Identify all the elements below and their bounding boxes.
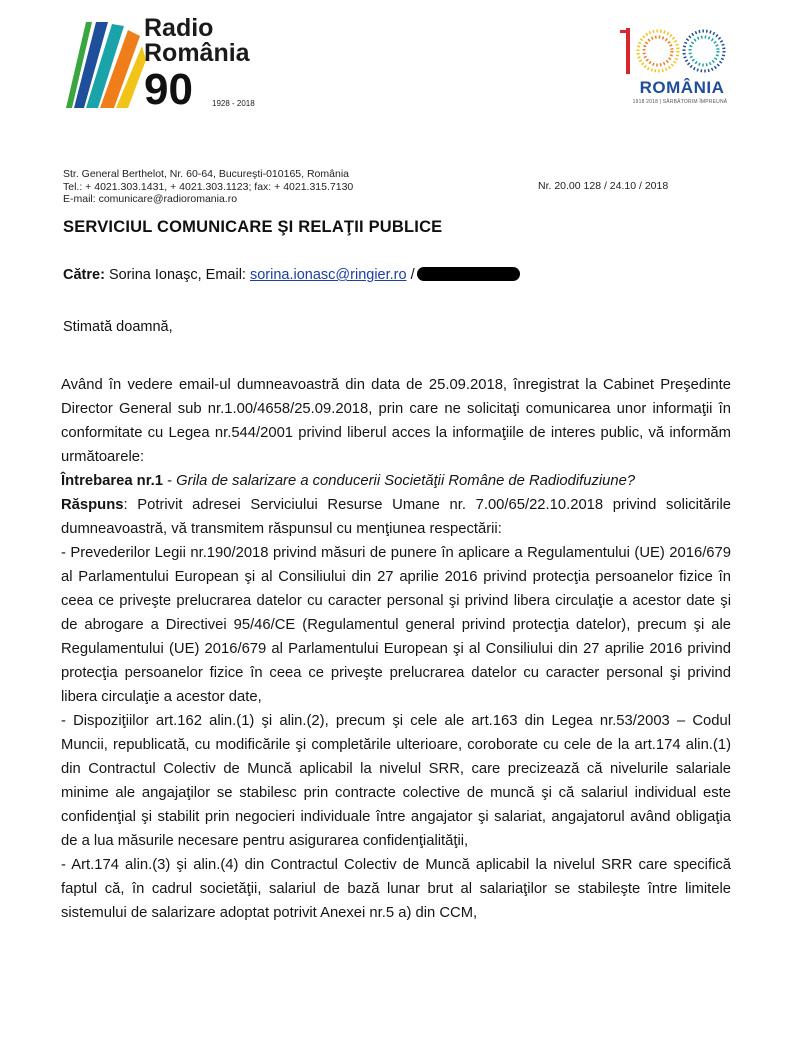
radio-romania-logo [62, 14, 262, 114]
question-label: Întrebarea nr.1 [61, 473, 163, 489]
list-item: - Art.174 alin.(3) şi alin.(4) din Contractul Colectiv de Muncă aplicabil la nivelul SRR care specifică faptul că, în cadrul societăţii, salariul de bază lunar brut al salariaţilor se stabileşte între limitele sistemului de salarizare adoptat potrivit Anexei nr.5 a) din CCM, [61, 857, 731, 921]
list-item: - Dispoziţiilor art.162 alin.(1) şi alin.(2), precum şi cele ale art.163 din Legea nr.53/2003 – Codul Muncii, republicată, cu modificările şi completările ulterioare, coroborate cu cele de la art.174 alin.(1) din Contractul Colectiv de Muncă aplicabil la nivelul SRR, care precizează că nivelurile salariale minime ale angajaţilor se stabilesc prin contracte colective de muncă şi că salariul individual este confidenţial şi stabilit prin negocieri individuale între angajator şi salariat, angajatorul având obligaţia de a lua măsurile necesare pentru asigurarea confidenţialităţii, [61, 713, 731, 849]
service-title: SERVICIUL COMUNICARE ŞI RELAŢII PUBLICE [63, 218, 443, 236]
redaction-mark [417, 267, 520, 281]
letter-body [61, 373, 731, 925]
answer-text: : Potrivit adresei Serviciului Resurse Umane nr. 7.00/65/22.10.2018 privind solicitările dumneavoastră, vă transmitem răspunsul cu menţiunea respectării: [61, 497, 731, 537]
centenary-tagline: 1918 2018 | SĂRBĂTORIM ÎMPREUNĂ [632, 99, 728, 105]
address-block [63, 168, 353, 206]
salutation: Stimată doamnă, [63, 319, 173, 335]
recipient-line [63, 267, 520, 283]
answer-paragraph [61, 493, 731, 541]
centenary-word: ROMÂNIA [639, 78, 725, 97]
centenary-100-icon [612, 20, 747, 80]
radio-logo-name [144, 16, 250, 66]
radio-logo-line1: Radio [144, 14, 214, 42]
email-line: E-mail: comunicare@radioromania.ro [63, 193, 238, 205]
answer-label: Răspuns [61, 497, 124, 513]
recipient-separator: / [410, 267, 415, 283]
recipient-email-link[interactable]: sorina.ionasc@ringier.ro [249, 267, 407, 283]
question-dash: - [162, 473, 177, 489]
recipient-name: Sorina Ionaşc, Email: [108, 267, 246, 283]
radio-logo-number: 90 [144, 65, 193, 114]
radio-logo-line2: România [144, 39, 250, 67]
intro-paragraph: Având în vedere email-ul dumneavoastră din data de 25.09.2018, înregistrat la Cabinet Preşedinte Director General sub nr.1.00/4658/25.09.2018, prin care ne solicitaţi comunicarea unor informaţii în conformitate cu Legea nr.544/2001 privind liberul acces la informaţiile de interes public, vă informăm următoarele: [61, 377, 731, 465]
question-text: Grila de salarizare a conducerii Societăţii Române de Radiodifuziune? [176, 473, 636, 489]
phone-line: Tel.: + 4021.303.1431, + 4021.303.1123; fax: + 4021.315.7130 [63, 180, 354, 193]
address-line: Str. General Berthelot, Nr. 60-64, Bucureşti-010165, România [63, 168, 349, 180]
list-item: - Prevederilor Legii nr.190/2018 privind măsuri de punere în aplicare a Regulamentului (UE) 2016/679 al Parlamentului European şi al Consiliului din 27 aprilie 2016 privind protecţia persoanelor fizice în ceea ce priveşte prelucrarea datelor cu caracter personal şi privind libera circulaţie a acestor date şi de abrogare a Directivei 95/46/CE (Regulamentul general privind protecţia datelor), precum şi ale Regulamentului (UE) 2016/679 al Parlamentului European şi al Consiliului din 27 aprilie 2016 privind protecţia persoanelor fizice în ceea ce priveşte prelucrarea datelor cu caracter personal şi privind libera circulaţie a acestor date, [61, 545, 731, 705]
radio-stripes-icon [62, 16, 146, 108]
radio-logo-years: 1928 - 2018 [212, 99, 255, 108]
question-paragraph [61, 469, 731, 493]
reference-number: Nr. 20.00 128 / 24.10 / 2018 [538, 180, 669, 192]
recipient-label: Către: [63, 267, 105, 283]
romania-100-logo [612, 20, 747, 115]
